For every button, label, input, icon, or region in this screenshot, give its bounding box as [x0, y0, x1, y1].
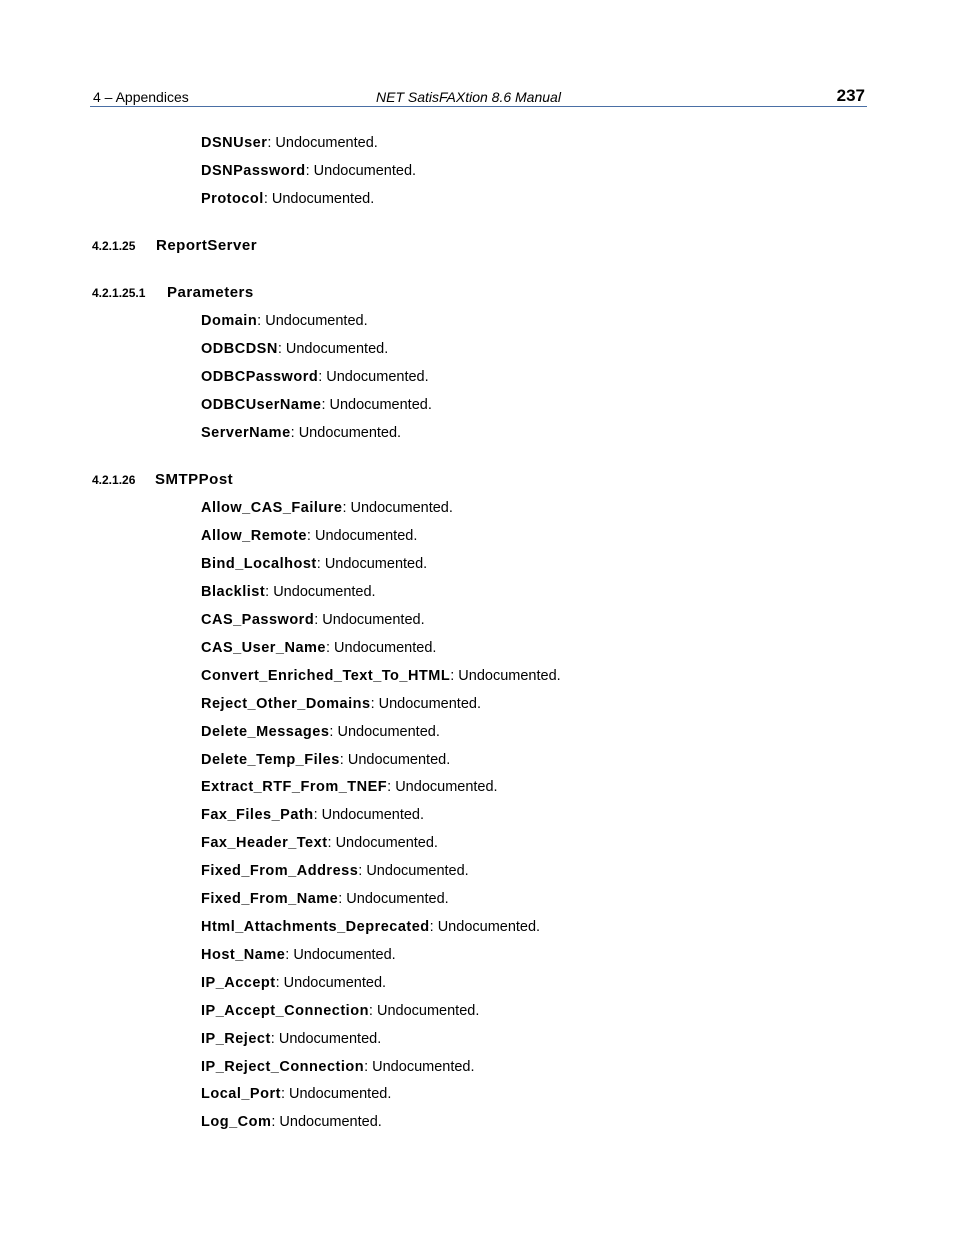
param-desc: : Undocumented.: [342, 500, 453, 516]
param-desc: : Undocumented.: [339, 752, 451, 768]
param-entry: [201, 806, 424, 824]
param-name: Host_Name: [201, 947, 286, 963]
param-desc: : Undocumented.: [450, 668, 561, 684]
param-desc: : Undocumented.: [368, 1003, 480, 1019]
param-entry: [201, 583, 376, 601]
param-desc: : Undocumented.: [267, 135, 378, 151]
param-name: Domain: [201, 313, 258, 329]
param-desc: : Undocumented.: [305, 163, 417, 179]
param-name: Allow_Remote: [201, 528, 307, 544]
param-name: Fixed_From_Name: [201, 891, 339, 907]
param-desc: : Undocumented.: [325, 640, 437, 656]
param-entry: [201, 368, 429, 386]
param-name: Html_Attachments_Deprecated: [201, 919, 430, 935]
param-name: Allow_CAS_Failure: [201, 500, 343, 516]
param-entry: [201, 499, 453, 517]
param-entry: [201, 1030, 381, 1048]
param-entry: [201, 695, 481, 713]
param-name: CAS_Password: [201, 612, 315, 628]
param-entry: [201, 918, 540, 936]
param-desc: : Undocumented.: [306, 528, 418, 544]
param-entry: [201, 639, 436, 657]
param-desc: : Undocumented.: [364, 1059, 475, 1075]
param-desc: : Undocumented.: [316, 556, 428, 572]
param-entry: [201, 340, 388, 358]
param-desc: : Undocumented.: [275, 975, 387, 991]
param-entry: [201, 778, 498, 796]
param-desc: : Undocumented.: [338, 891, 449, 907]
param-entry: [201, 946, 396, 964]
param-name: Fax_Files_Path: [201, 807, 314, 823]
section-number: 4.2.1.25.1: [92, 286, 146, 300]
param-entry: [201, 1085, 391, 1103]
param-desc: : Undocumented.: [280, 1086, 392, 1102]
param-name: Local_Port: [201, 1086, 281, 1102]
param-desc: : Undocumented.: [257, 313, 368, 329]
param-desc: : Undocumented.: [270, 1031, 382, 1047]
param-name: ODBCUserName: [201, 397, 322, 413]
param-entry: [201, 1058, 475, 1076]
param-desc: : Undocumented.: [327, 835, 438, 851]
param-entry: [201, 190, 374, 208]
param-desc: : Undocumented.: [263, 191, 375, 207]
param-desc: : Undocumented.: [277, 341, 389, 357]
section-number: 4.2.1.25: [92, 239, 136, 253]
section-heading-parameters: [92, 284, 254, 302]
param-desc: : Undocumented.: [290, 425, 402, 441]
section-title: Parameters: [167, 284, 254, 301]
param-entry: [201, 611, 425, 629]
param-desc: : Undocumented.: [271, 1114, 382, 1130]
header-section: 4 – Appendices: [93, 89, 189, 105]
param-name: ODBCDSN: [201, 341, 278, 357]
param-entry: [201, 162, 416, 180]
param-entry: [201, 723, 440, 741]
param-name: Bind_Localhost: [201, 556, 317, 572]
param-entry: [201, 890, 449, 908]
param-entry: [201, 396, 432, 414]
param-entry: [201, 1113, 382, 1131]
param-entry: [201, 834, 438, 852]
param-entry: [201, 862, 469, 880]
param-desc: : Undocumented.: [429, 919, 541, 935]
param-entry: [201, 667, 561, 685]
section-title: SMTPPost: [155, 471, 234, 488]
param-name: Blacklist: [201, 584, 266, 600]
param-entry: [201, 555, 427, 573]
param-desc: : Undocumented.: [329, 724, 440, 740]
param-name: Fax_Header_Text: [201, 835, 328, 851]
param-name: DSNUser: [201, 135, 268, 151]
param-name: Reject_Other_Domains: [201, 696, 371, 712]
param-desc: : Undocumented.: [314, 612, 425, 628]
param-name: Convert_Enriched_Text_To_HTML: [201, 668, 451, 684]
param-desc: : Undocumented.: [370, 696, 481, 712]
param-entry: [201, 1002, 479, 1020]
header-title: NET SatisFAXtion 8.6 Manual: [376, 89, 561, 105]
param-name: IP_Accept_Connection: [201, 1003, 369, 1019]
param-desc: : Undocumented.: [387, 779, 498, 795]
param-entry: [201, 974, 386, 992]
param-name: ServerName: [201, 425, 291, 441]
param-desc: : Undocumented.: [358, 863, 469, 879]
param-name: Extract_RTF_From_TNEF: [201, 779, 388, 795]
param-desc: : Undocumented.: [313, 807, 425, 823]
param-name: IP_Reject_Connection: [201, 1059, 365, 1075]
page-number: 237: [836, 86, 865, 105]
param-entry: [201, 751, 450, 769]
page-header: [90, 86, 867, 107]
param-name: IP_Accept: [201, 975, 276, 991]
param-name: Log_Com: [201, 1114, 272, 1130]
param-name: Delete_Messages: [201, 724, 330, 740]
param-name: IP_Reject: [201, 1031, 271, 1047]
param-name: DSNPassword: [201, 163, 306, 179]
section-number: 4.2.1.26: [92, 473, 136, 487]
param-name: Protocol: [201, 191, 264, 207]
param-desc: : Undocumented.: [285, 947, 396, 963]
param-name: Fixed_From_Address: [201, 863, 359, 879]
section-heading-smtppost: [92, 471, 233, 489]
param-name: Delete_Temp_Files: [201, 752, 340, 768]
section-heading-reportserver: [92, 237, 257, 255]
param-entry: [201, 424, 401, 442]
param-entry: [201, 527, 417, 545]
param-entry: [201, 134, 378, 152]
param-desc: : Undocumented.: [265, 584, 376, 600]
param-desc: : Undocumented.: [318, 369, 429, 385]
param-entry: [201, 312, 368, 330]
param-name: ODBCPassword: [201, 369, 319, 385]
section-title: ReportServer: [156, 237, 258, 254]
param-name: CAS_User_Name: [201, 640, 326, 656]
param-desc: : Undocumented.: [321, 397, 432, 413]
